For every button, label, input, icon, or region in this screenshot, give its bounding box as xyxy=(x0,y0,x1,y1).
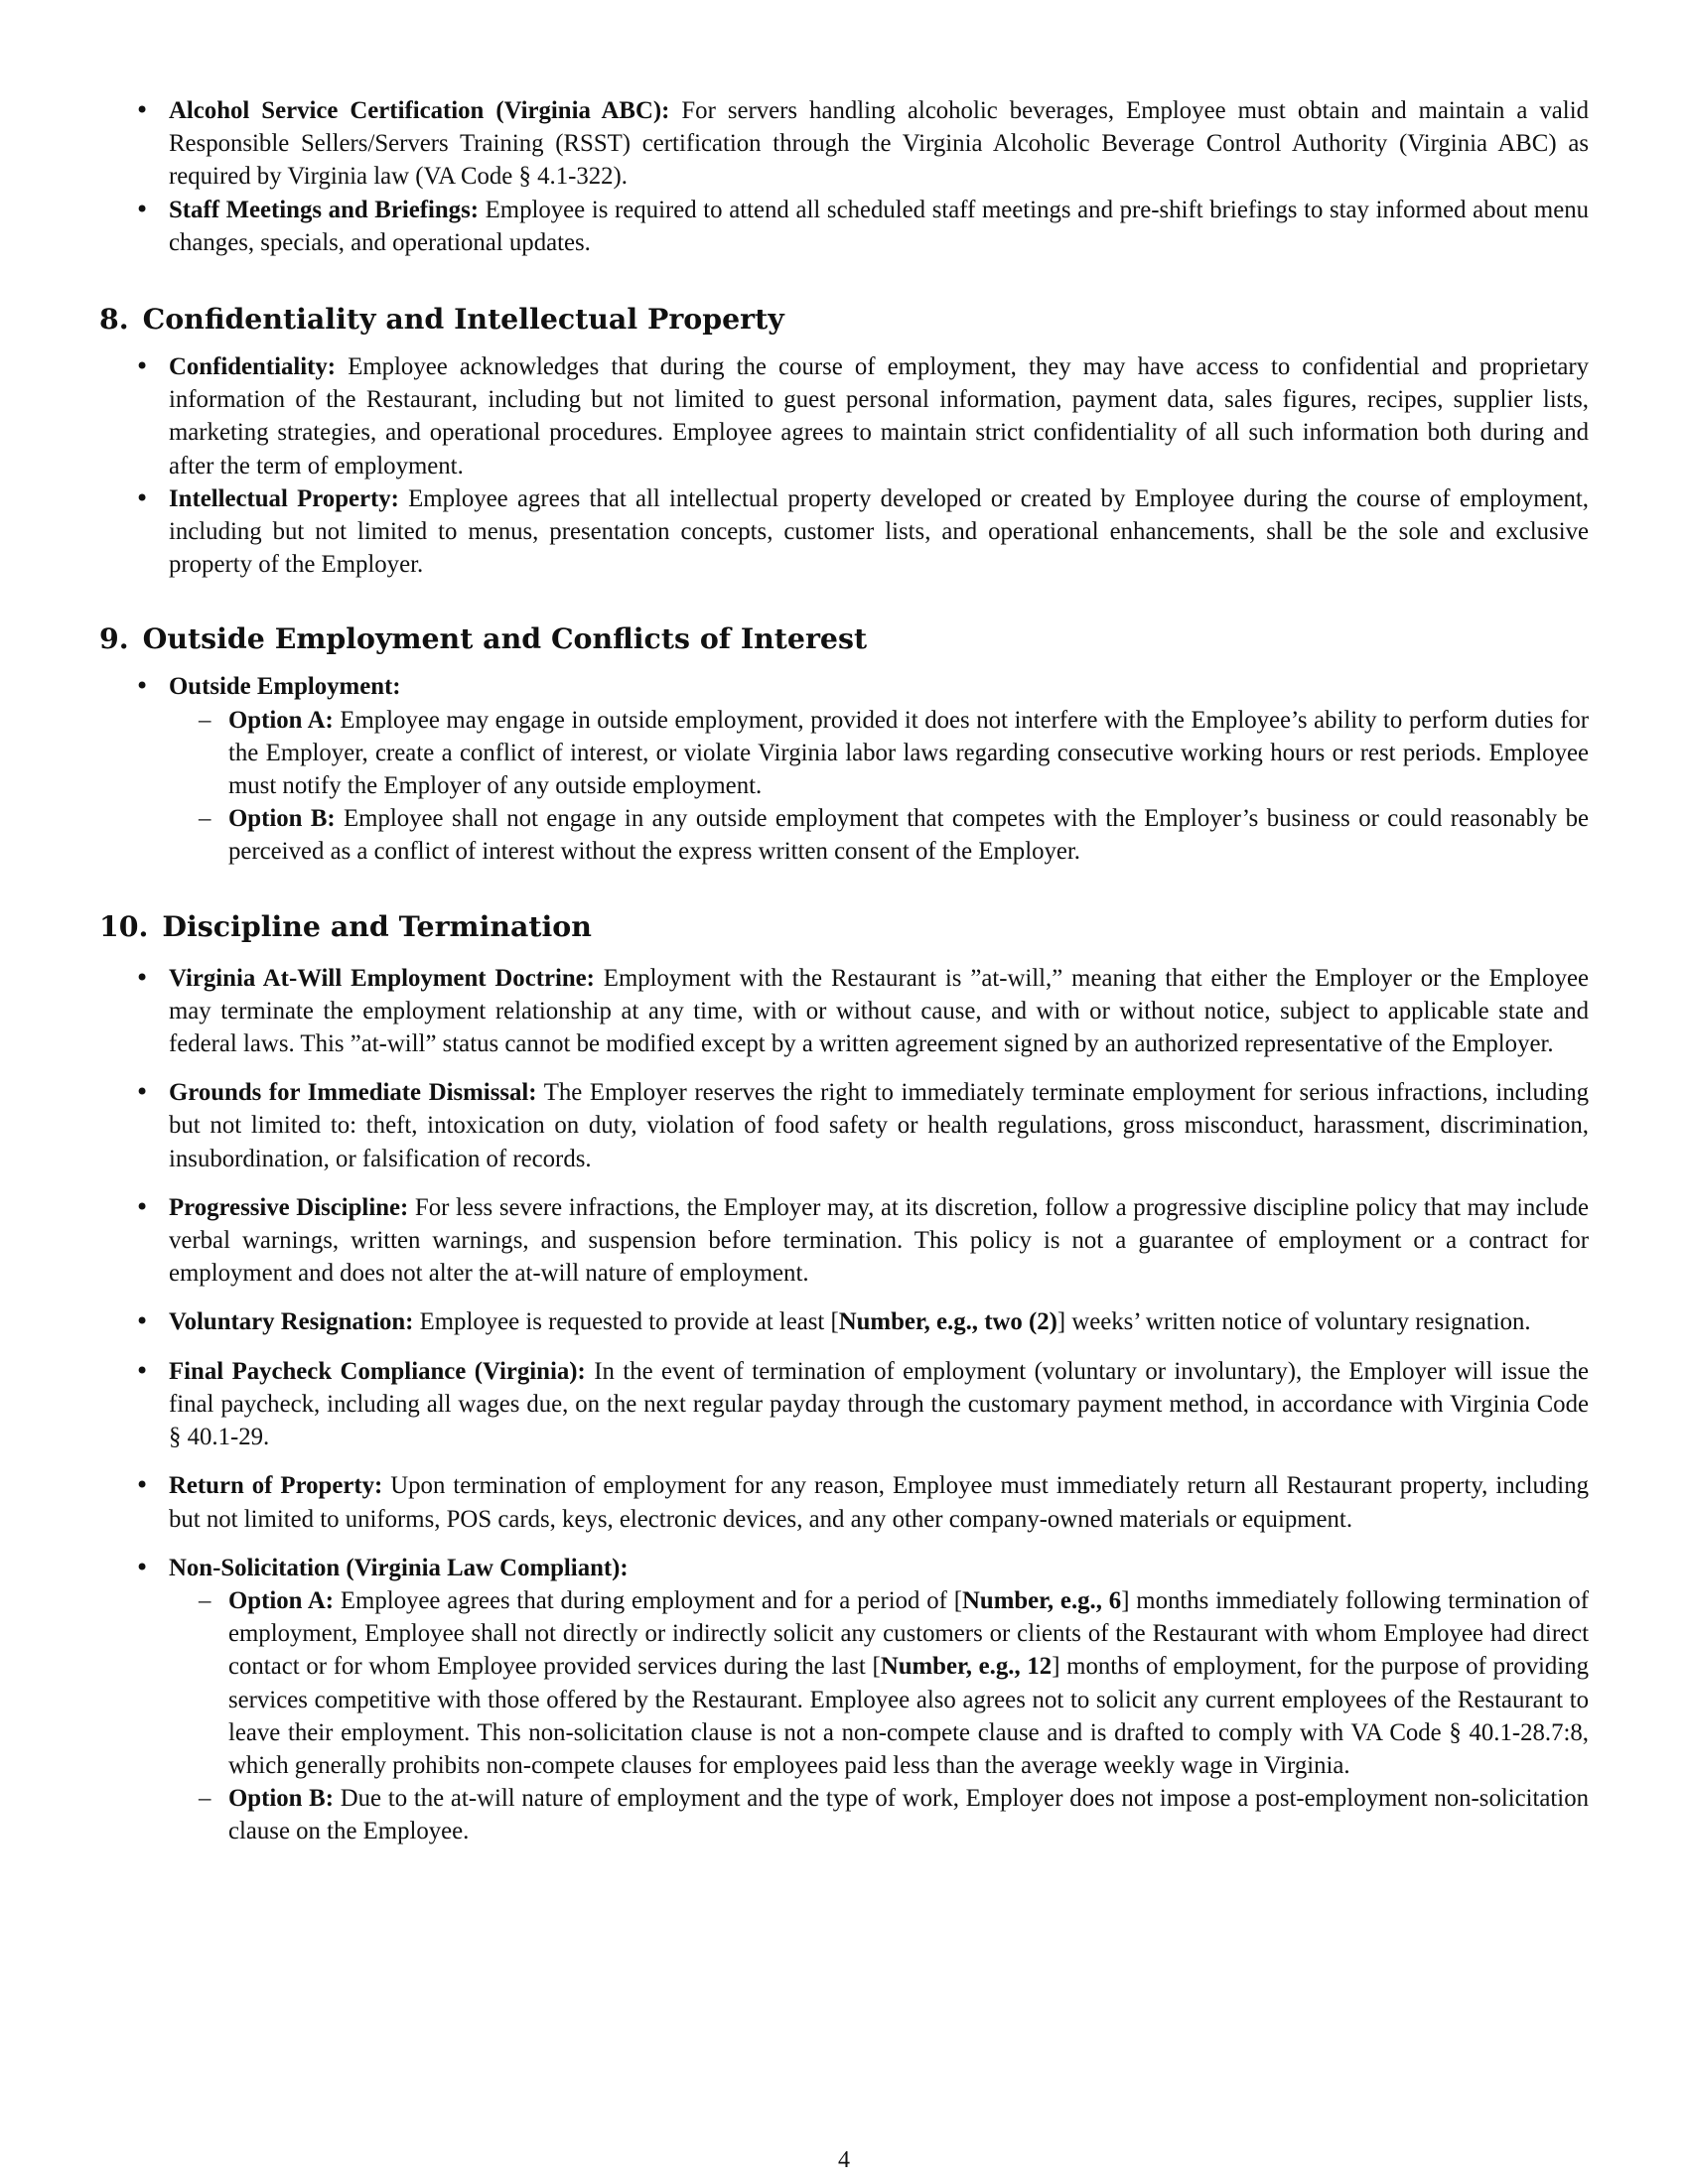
section-number: 10. xyxy=(99,908,149,943)
item-text: For less severe infractions, the Employer may, at its discretion, follow a progressive discipline policy that may include verbal warnings, written warnings, and suspension before termination. This policy is not a guarantee of employment or a contract for employment and does not alter the at-will nature of employment. xyxy=(169,1193,1590,1288)
option-text: Employee may engage in outside employment, provided it does not interfere with the Employee’s ability to perform duties for the Employer, create a conflict of interest, or violate Virginia labor laws regarding consecutive working hours or rest periods. Employee must notify the Employer of any outside employment. xyxy=(228,706,1590,800)
item-label: Final Paycheck Compliance (Virginia): xyxy=(169,1357,586,1385)
item-label: Confidentiality: xyxy=(169,353,337,381)
list-item xyxy=(99,670,1589,868)
item-text: Employee agrees that all intellectual property developed or created by Employee during the course of employment, including but not limited to menus, presentation concepts, customer lists, and operational enhancements, shall be the sole and exclusive property of the Employer. xyxy=(169,484,1589,579)
section-heading-10 xyxy=(99,908,1589,944)
page-number: 4 xyxy=(838,2147,850,2173)
item-label: Intellectual Property: xyxy=(169,484,399,512)
list-item xyxy=(99,1552,1589,1848)
list-item xyxy=(99,350,1589,482)
option-item xyxy=(169,1782,1589,1847)
list-item xyxy=(99,94,1589,194)
list-item xyxy=(99,1076,1589,1175)
option-text: Due to the at-will nature of employment and the type of work, Employer does not impose a post-employment non-solicitation clause on the Employee. xyxy=(228,1785,1589,1845)
list-item xyxy=(99,482,1589,582)
list-item xyxy=(99,1305,1589,1338)
item-text: Employee is requested to provide at least [ xyxy=(413,1308,839,1336)
section-heading-9 xyxy=(99,620,1589,656)
option-item xyxy=(169,802,1589,868)
fill-in-placeholder: Number, e.g., 6 xyxy=(962,1586,1122,1614)
section-number: 9. xyxy=(99,621,129,656)
option-item xyxy=(169,704,1589,803)
item-label: Return of Property: xyxy=(169,1472,383,1500)
list-item xyxy=(99,962,1589,1061)
item-label: Progressive Discipline: xyxy=(169,1193,409,1221)
item-text: Employee acknowledges that during the course of employment, they may have access to confidential and proprietary information of the Restaurant, including but not limited to guest personal information, payment data, sales figures, recipes, supplier lists, marketing strategies, and operational procedures. Employee agrees to maintain strict confidentiality of all such information both during and after the term of employment. xyxy=(169,353,1589,479)
item-text: Upon termination of employment for any reason, Employee must immediately return all Restaurant property, including but not limited to uniforms, POS cards, keys, electronic devices, and any other company-owned materials or equipment. xyxy=(169,1472,1589,1533)
item-text: ] weeks’ written notice of voluntary resignation. xyxy=(1056,1308,1531,1336)
item-label: Outside Employment: xyxy=(169,673,401,701)
item-label: Grounds for Immediate Dismissal: xyxy=(169,1079,537,1107)
section-heading-8 xyxy=(99,301,1589,337)
option-label: Option B: xyxy=(228,805,336,833)
option-label: Option A: xyxy=(228,706,334,734)
item-label: Voluntary Resignation: xyxy=(169,1308,414,1336)
list-item xyxy=(99,1469,1589,1535)
option-text: ] months immediately following termination of employment, Employee shall not directly or indirectly solicit any customers or clients of the Restaurant with whom Employee had direct contact or for whom Employee provided services during the last [ xyxy=(228,1586,1589,1681)
item-label: Staff Meetings and Briefings: xyxy=(169,196,479,223)
option-text: Employee shall not engage in any outside employment that competes with the Employer’s business or could reasonably be perceived as a conflict of interest without the express written consent of the Employer. xyxy=(228,805,1589,866)
option-text: Employee agrees that during employment and for a period of [ xyxy=(334,1586,963,1614)
list-item xyxy=(99,1191,1589,1291)
item-text: In the event of termination of employment (voluntary or involuntary), the Employer will issue the final paycheck, including all wages due, on the next regular payday through the customary payment method, in accordance with Virginia Code § 40.1-29. xyxy=(169,1357,1589,1451)
item-label: Alcohol Service Certification (Virginia ABC): xyxy=(169,97,670,124)
item-label: Non-Solicitation (Virginia Law Compliant): xyxy=(169,1554,629,1581)
list-item xyxy=(99,1355,1589,1454)
section-number: 8. xyxy=(99,302,129,337)
option-list xyxy=(169,704,1589,869)
section-9-list xyxy=(99,670,1589,868)
section-title: Confidentiality and Intellectual Property xyxy=(142,302,784,337)
item-text: Employment with the Restaurant is ”at-will,” meaning that either the Employer or the Employee may terminate the employment relationship at any time, with or without cause, and with or without notice, subject to applicable state and federal laws. This ”at-will” status cannot be modified except by a written agreement signed by an authorized representative of the Employer. xyxy=(169,964,1589,1058)
item-text: The Employer reserves the right to immediately terminate employment for serious infractions, including but not limited to: theft, intoxication on duty, violation of food safety or health regulations, gross misconduct, harassment, discrimination, insubordination, or falsification of records. xyxy=(169,1079,1589,1172)
item-text: For servers handling alcoholic beverages, Employee must obtain and maintain a valid Responsible Sellers/Servers Training (RSST) certification through the Virginia Alcoholic Beverage Control Authority (Virginia ABC) as required by Virginia law (VA Code § 4.1-322). xyxy=(169,97,1589,191)
section-title: Outside Employment and Conflicts of Interest xyxy=(142,621,868,656)
option-label: Option A: xyxy=(228,1586,335,1614)
option-list xyxy=(169,1584,1589,1848)
section-10-list xyxy=(99,962,1589,1848)
document-page xyxy=(99,94,1589,1848)
option-label: Option B: xyxy=(228,1785,334,1813)
fill-in-placeholder: Number, e.g., two (2) xyxy=(838,1308,1057,1336)
section-7-tail-list xyxy=(99,94,1589,259)
item-label: Virginia At-Will Employment Doctrine: xyxy=(169,964,595,992)
section-8-list xyxy=(99,350,1589,581)
fill-in-placeholder: Number, e.g., 12 xyxy=(880,1653,1053,1681)
option-text: ] months of employment, for the purpose of providing services competitive with those offered by the Restaurant. Employee also agrees not to solicit any current employees of the Restaurant to leave their employment. This non-solicitation clause is not a non-compete clause and is drafted to comply with VA Code § 40.1-28.7:8, which generally prohibits non-compete clauses for employees paid less than the average weekly wage in Virginia. xyxy=(228,1653,1589,1779)
option-item xyxy=(169,1584,1589,1782)
item-text: Employee is required to attend all scheduled staff meetings and pre-shift briefings to stay informed about menu changes, specials, and operational updates. xyxy=(169,196,1589,256)
section-title: Discipline and Termination xyxy=(162,908,592,943)
list-item xyxy=(99,194,1589,259)
